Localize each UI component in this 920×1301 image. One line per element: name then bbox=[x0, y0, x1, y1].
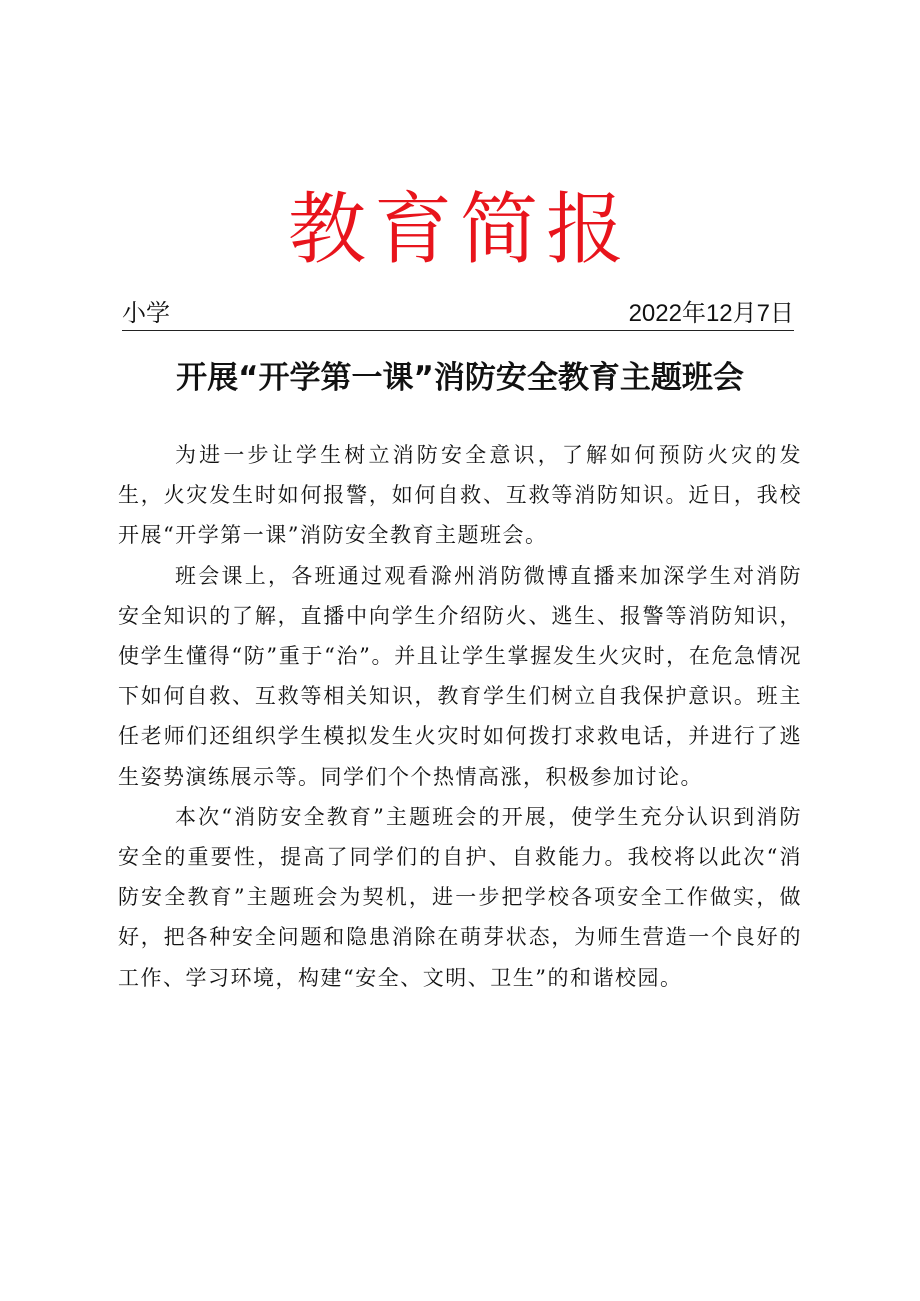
article-body bbox=[118, 435, 802, 998]
issue-date: 2022年12月7日 bbox=[628, 300, 794, 327]
article-paragraph: 本次“消防安全教育”主题班会的开展，使学生充分认识到消防安全的重要性，提高了同学们的自护、自救能力。我校将以此次“消防安全教育”主题班会为契机，进一步把学校各项安全工作做实，做好，把各种安全问题和隐患消除在萌芽状态，为师生营造一个良好的工作、学习环境，构建“安全、文明、卫生”的和谐校园。 bbox=[118, 804, 802, 990]
article-paragraph: 为进一步让学生树立消防安全意识，了解如何预防火灾的发生，火灾发生时如何报警，如何自救、互救等消防知识。近日，我校开展“开学第一课”消防安全教育主题班会。 bbox=[118, 443, 802, 548]
article-headline: 开展“开学第一课”消防安全教育主题班会 bbox=[176, 360, 744, 396]
masthead-title: 教育简报 bbox=[287, 185, 632, 275]
dateline bbox=[122, 300, 794, 331]
school-name: 小学 bbox=[122, 300, 170, 327]
article-paragraph: 班会课上，各班通过观看滁州消防微博直播来加深学生对消防安全知识的了解，直播中向学生介绍防火、逃生、报警等消防知识，使学生懂得“防”重于“治”。并且让学生掌握发生火灾时，在危急情况下如何自救、互救等相关知识，教育学生们树立自我保护意识。班主任老师们还组织学生模拟发生火灾时如何拨打求救电话，并进行了逃生姿势演练展示等。同学们个个热情高涨，积极参加讨论。 bbox=[118, 563, 802, 789]
